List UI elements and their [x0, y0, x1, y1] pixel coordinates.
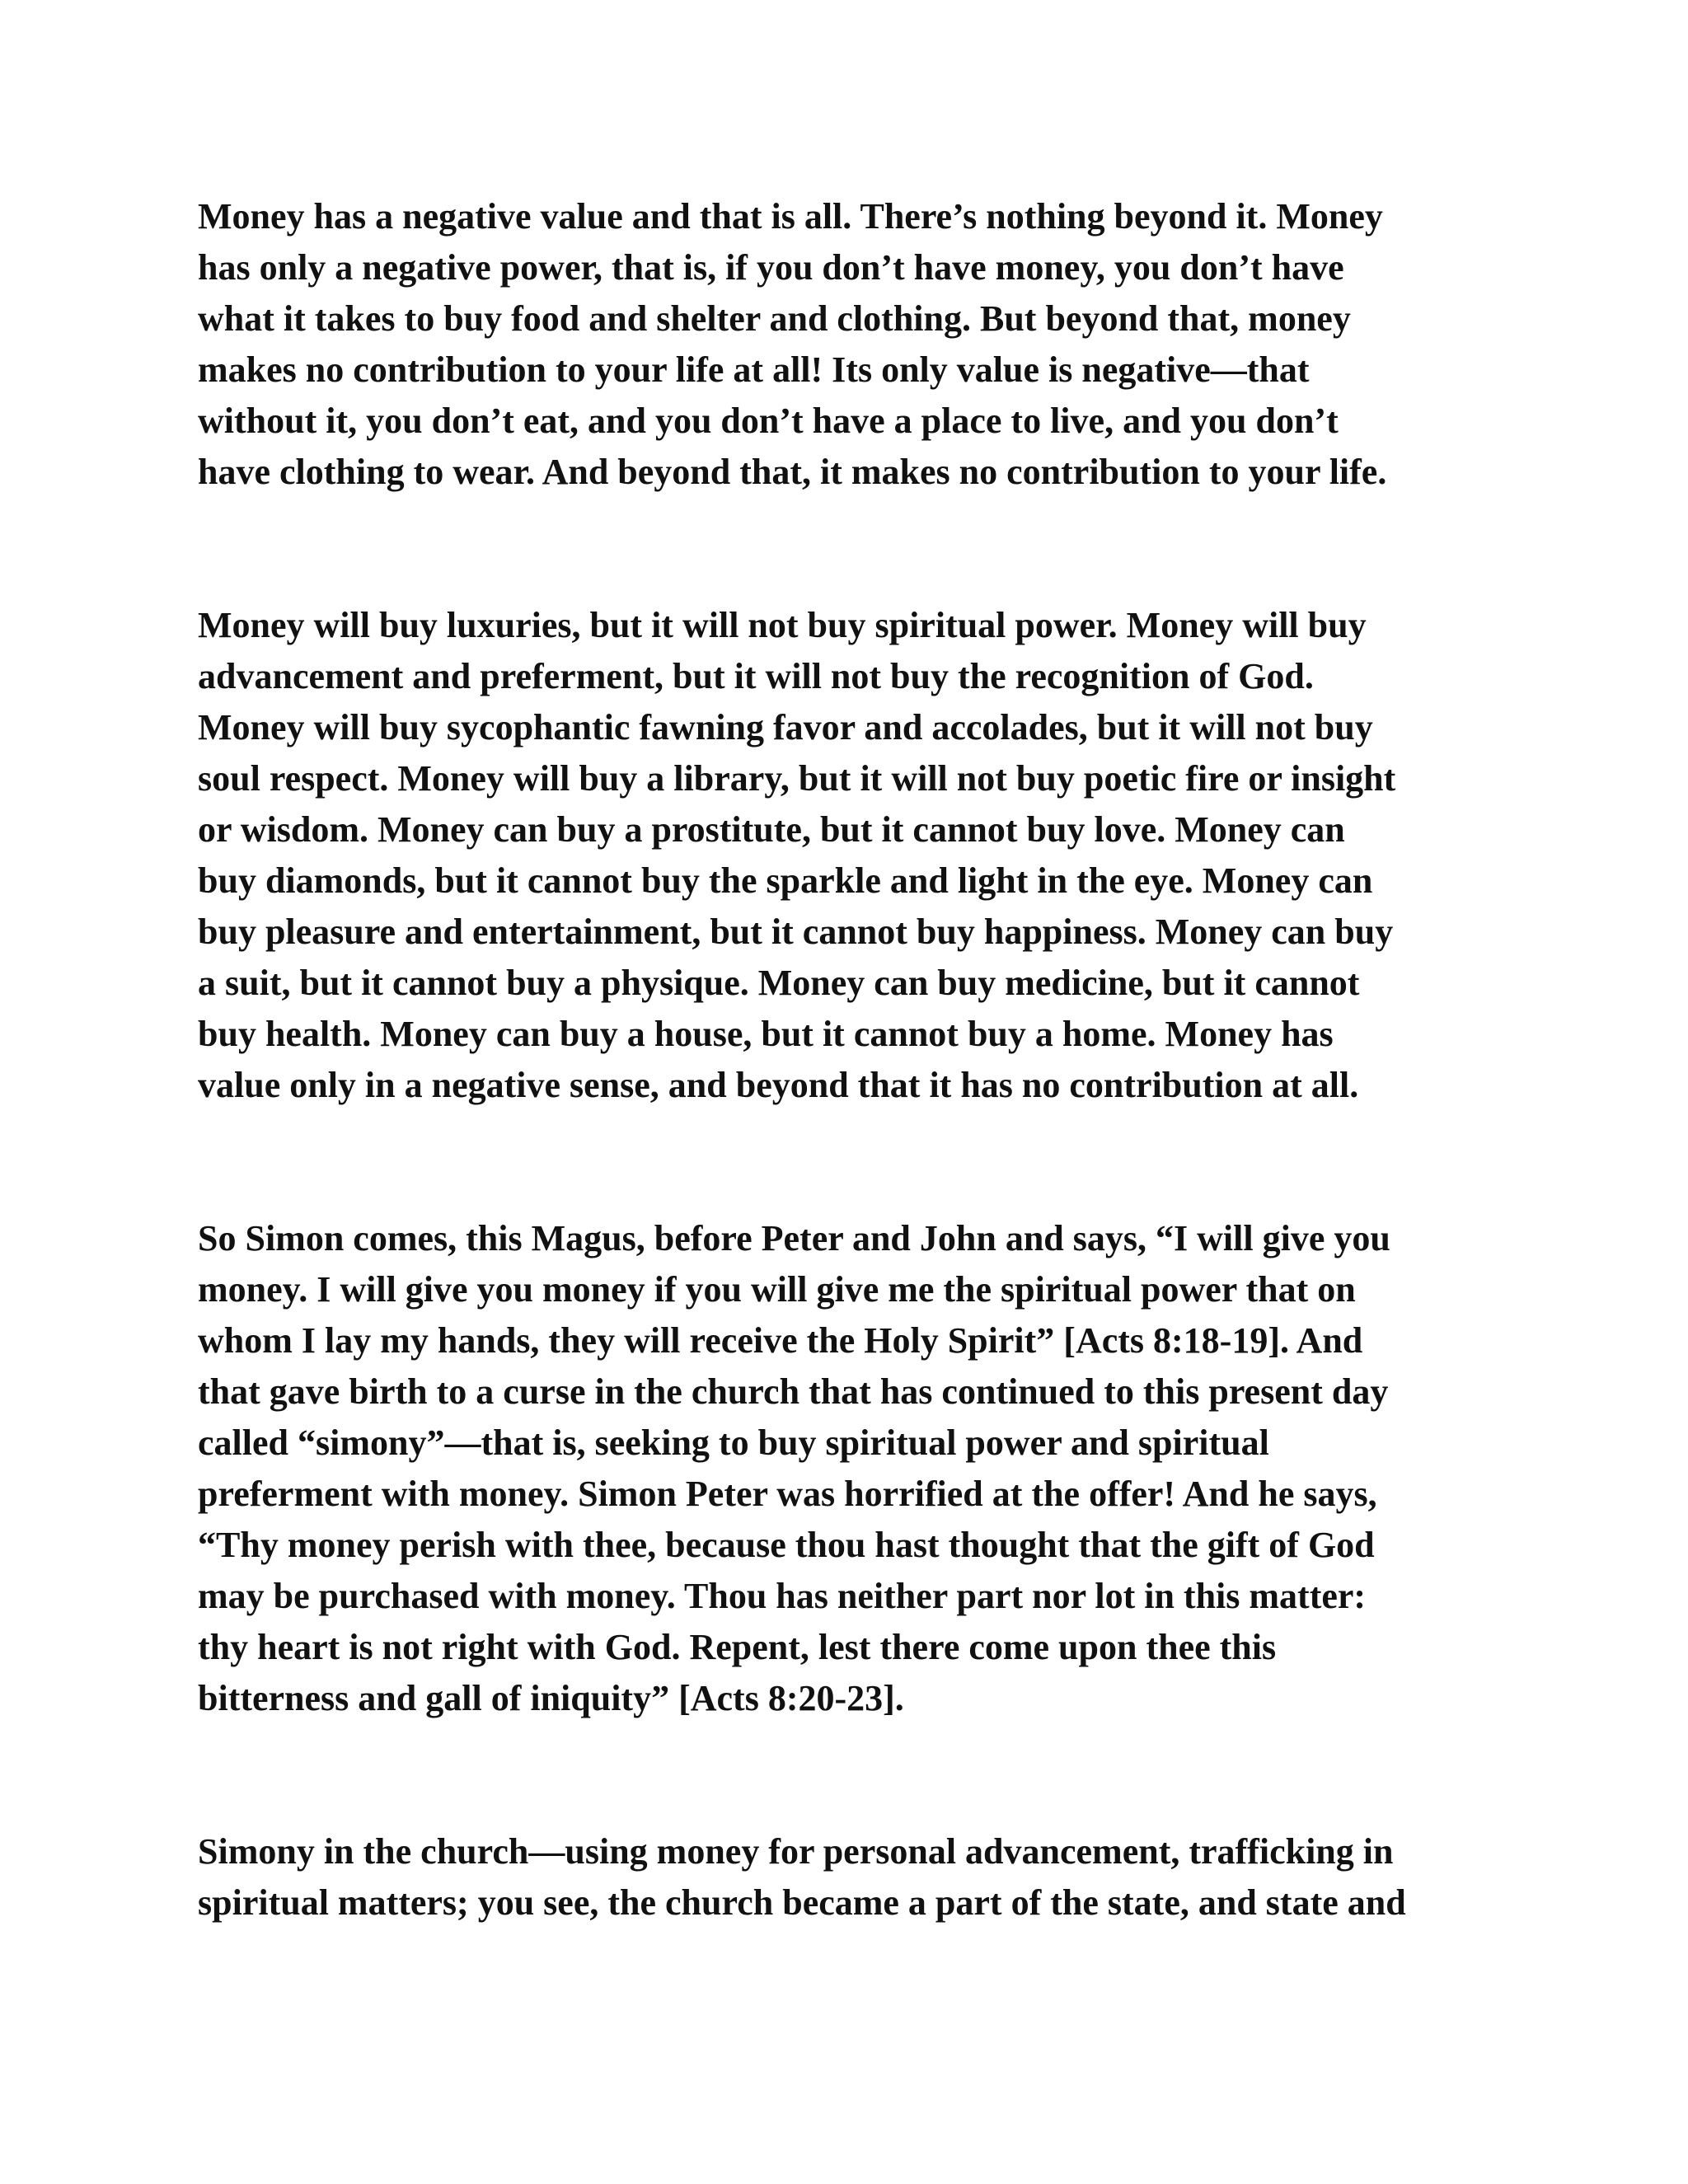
text-line: advancement and preferment, but it will not buy the recognition of God.: [198, 656, 1314, 696]
text-line: a suit, but it cannot buy a physique. Money can buy medicine, but it cannot: [198, 963, 1360, 1003]
text-line: money. I will give you money if you will give me the spiritual power that on: [198, 1269, 1356, 1310]
text-line: spiritual matters; you see, the church became a part of the state, and state and: [198, 1882, 1406, 1923]
text-line: that gave birth to a curse in the church that has continued to this present day: [198, 1371, 1389, 1412]
paragraph-3: [198, 1213, 1484, 1724]
document-body: [198, 191, 1484, 1929]
text-line: So Simon comes, this Magus, before Peter and John and says, “I will give you: [198, 1218, 1390, 1258]
text-line: may be purchased with money. Thou has neither part nor lot in this matter:: [198, 1576, 1367, 1616]
paragraph-4: [198, 1826, 1484, 1929]
text-line: bitterness and gall of iniquity” [Acts 8:20-23].: [198, 1678, 904, 1718]
text-line: preferment with money. Simon Peter was horrified at the offer! And he says,: [198, 1474, 1377, 1514]
text-line: have clothing to wear. And beyond that, it makes no contribution to your life.: [198, 452, 1387, 492]
text-line: buy diamonds, but it cannot buy the sparkle and light in the eye. Money can: [198, 860, 1373, 901]
text-line: thy heart is not right with God. Repent, lest there come upon thee this: [198, 1627, 1277, 1667]
text-line: makes no contribution to your life at all! Its only value is negative—that: [198, 349, 1310, 390]
text-line: or wisdom. Money can buy a prostitute, but it cannot buy love. Money can: [198, 809, 1345, 850]
text-line: called “simony”—that is, seeking to buy spiritual power and spiritual: [198, 1422, 1269, 1463]
text-line: soul respect. Money will buy a library, but it will not buy poetic fire or insight: [198, 758, 1396, 799]
text-line: “Thy money perish with thee, because thou hast thought that the gift of God: [198, 1525, 1375, 1565]
paragraph-2: [198, 600, 1484, 1111]
text-line: value only in a negative sense, and beyond that it has no contribution at all.: [198, 1065, 1359, 1105]
paragraph-1: [198, 191, 1484, 498]
text-line: without it, you don’t eat, and you don’t have a place to live, and you don’t: [198, 401, 1339, 441]
text-line: Money will buy sycophantic fawning favor and accolades, but it will not buy: [198, 707, 1373, 748]
text-line: buy health. Money can buy a house, but it cannot buy a home. Money has: [198, 1014, 1334, 1054]
text-line: Money will buy luxuries, but it will not buy spiritual power. Money will buy: [198, 605, 1367, 645]
text-line: what it takes to buy food and shelter and clothing. But beyond that, money: [198, 298, 1351, 339]
text-line: has only a negative power, that is, if you don’t have money, you don’t have: [198, 247, 1344, 288]
text-line: Money has a negative value and that is all. There’s nothing beyond it. Money: [198, 196, 1383, 237]
text-line: buy pleasure and entertainment, but it cannot buy happiness. Money can buy: [198, 912, 1394, 952]
text-line: Simony in the church—using money for personal advancement, trafficking in: [198, 1831, 1394, 1872]
text-line: whom I lay my hands, they will receive the Holy Spirit” [Acts 8:18-19]. And: [198, 1320, 1363, 1361]
